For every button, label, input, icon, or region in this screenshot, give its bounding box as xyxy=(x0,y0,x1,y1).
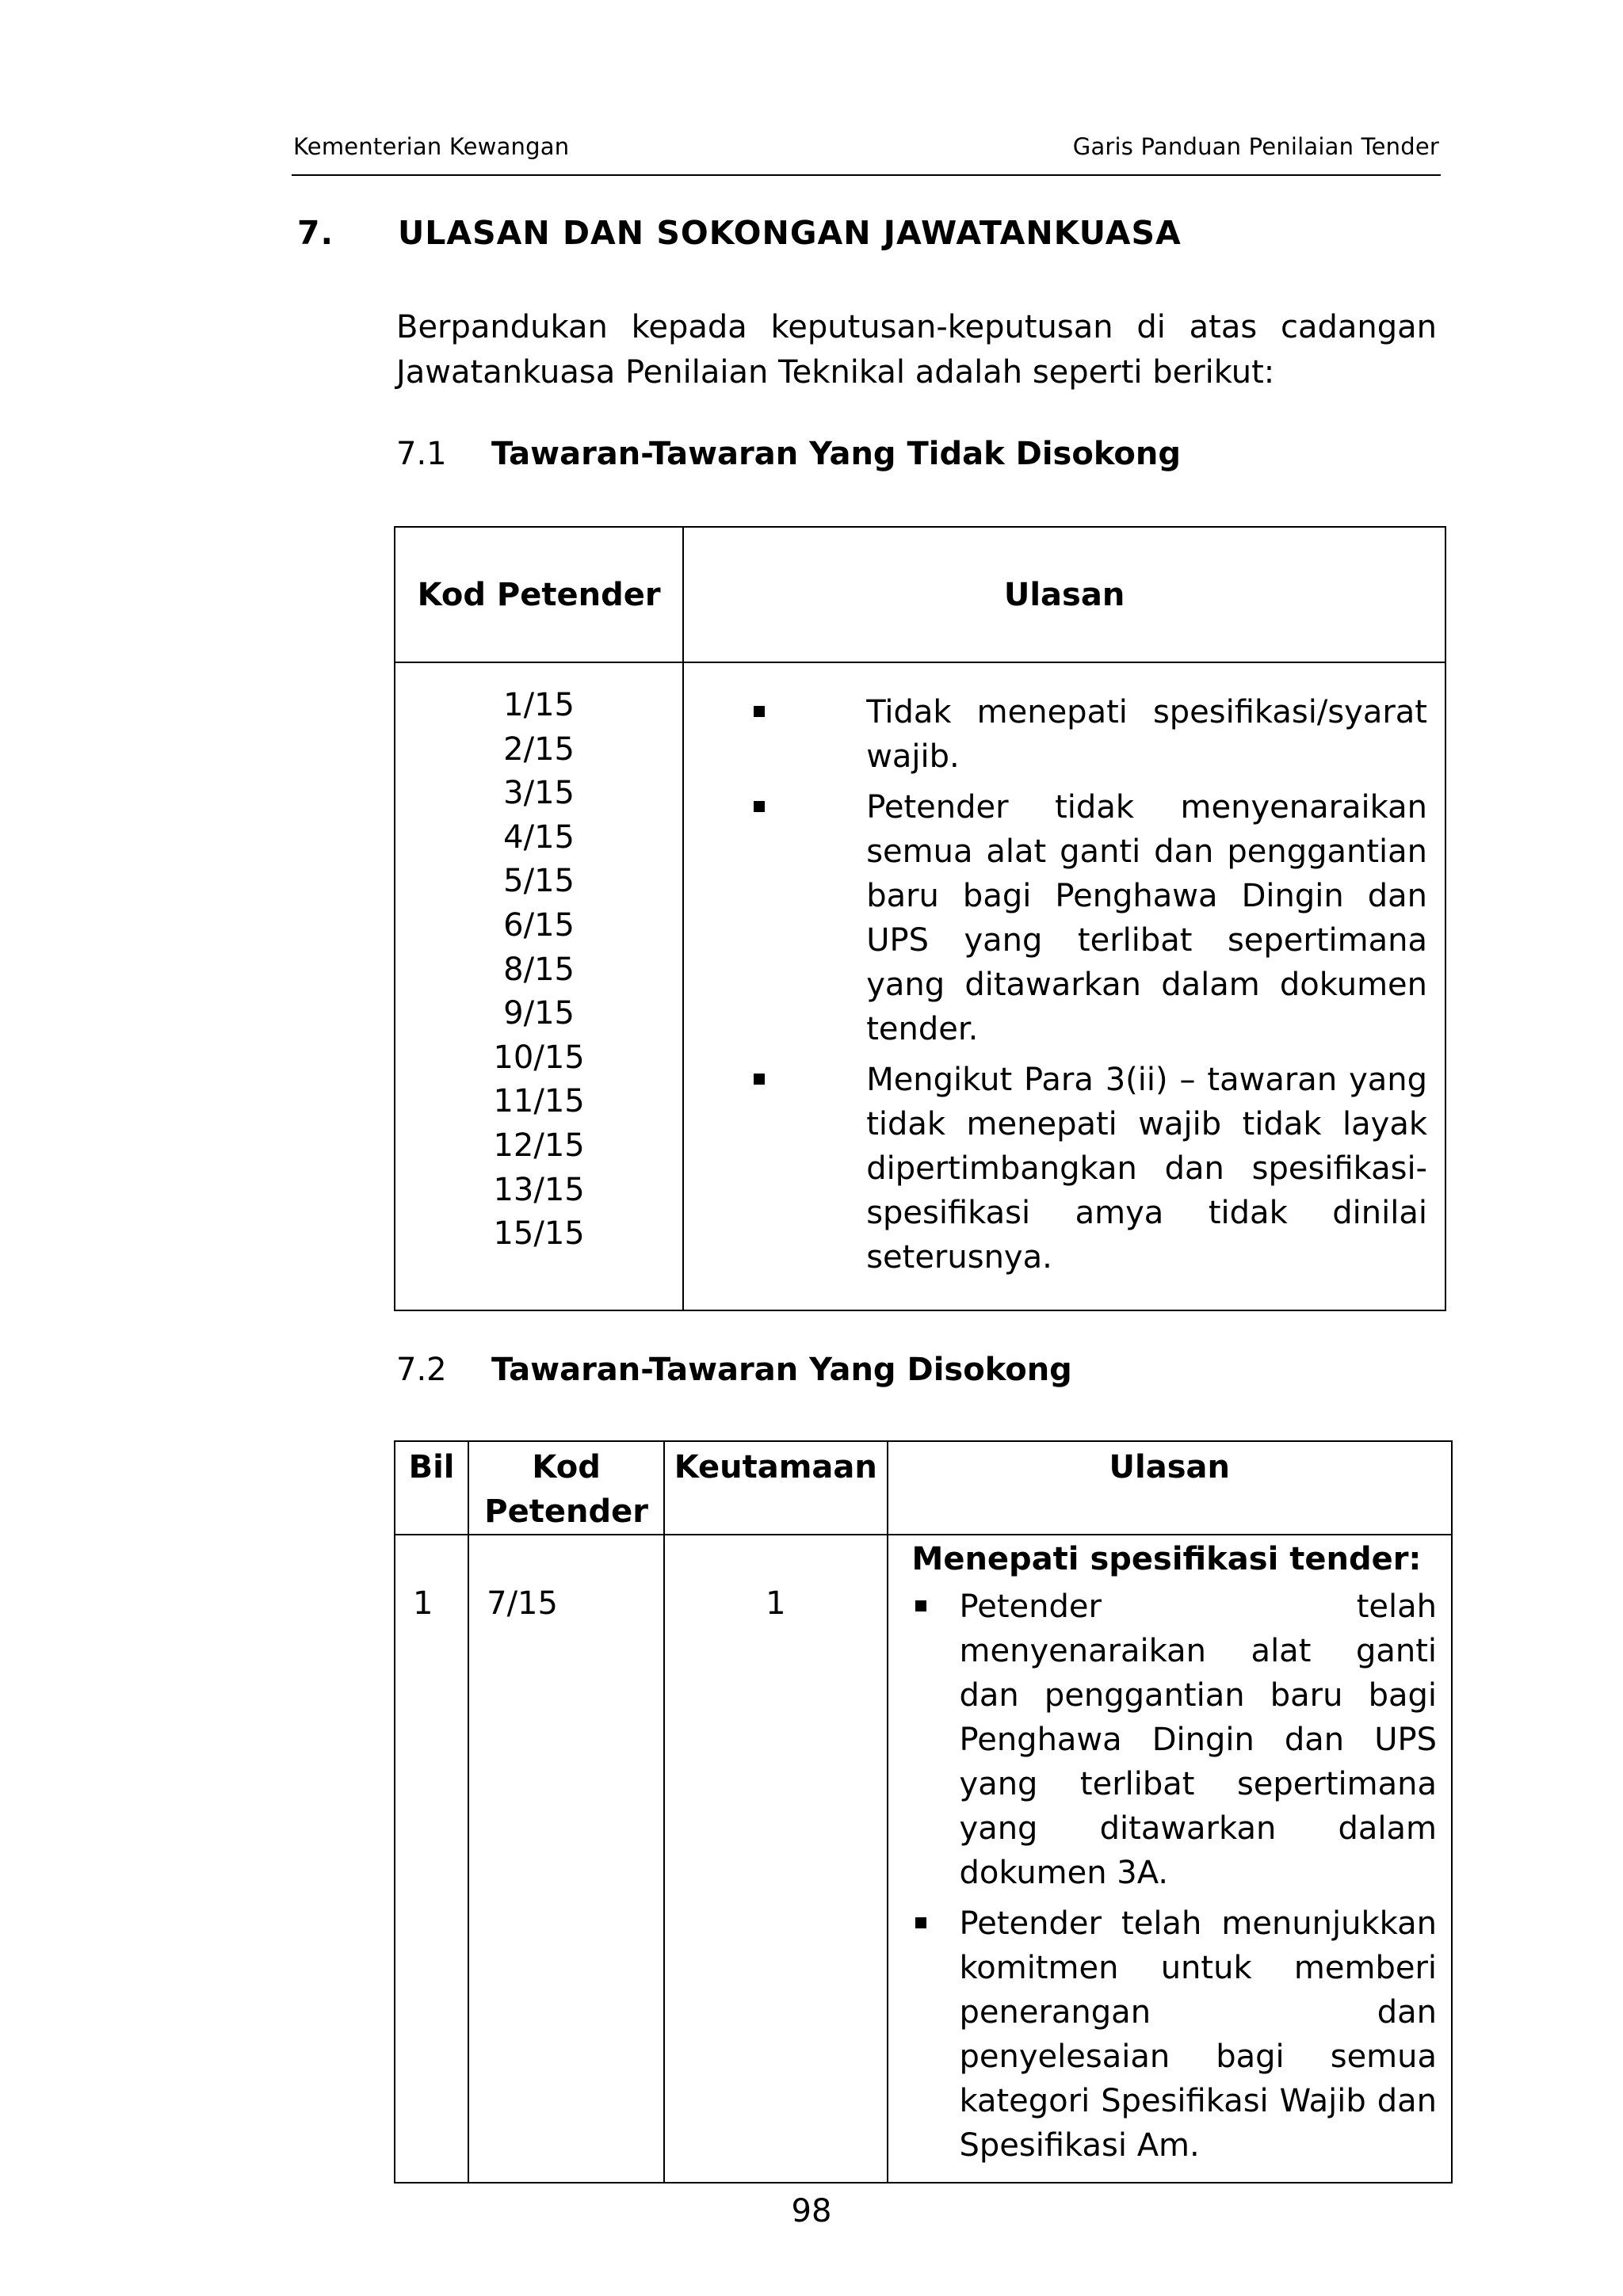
square-bullet-icon xyxy=(754,801,765,812)
list-item xyxy=(912,1585,1437,1895)
square-bullet-icon xyxy=(915,1600,926,1611)
supported-tenders-table xyxy=(394,1440,1453,2183)
table-header-row xyxy=(395,527,1445,662)
page-number: 98 xyxy=(791,2193,832,2229)
tender-codes-cell xyxy=(395,662,683,1310)
tender-code: 4/15 xyxy=(503,818,575,856)
page-header xyxy=(293,133,1439,160)
tender-code: 11/15 xyxy=(493,1083,585,1120)
table-header-row xyxy=(395,1441,1452,1535)
table-row xyxy=(395,1535,1452,2183)
list-item xyxy=(747,690,1427,779)
tender-code: 1/15 xyxy=(503,687,575,723)
tender-code: 2/15 xyxy=(503,730,575,768)
remark-text: Mengikut Para 3(ii) – tawaran yang tidak menepati wajib tidak layak dipertimbangkan dan spesifikasi-spesifikasi amya tidak dinilai seterusnya. xyxy=(866,1062,1427,1276)
remarks-list xyxy=(747,690,1427,1280)
subsection-number: 7.2 xyxy=(396,1352,447,1388)
remark-text: Petender telah menunjukkan komitmen untuk memberi penerangan dan penyelesaian bagi semua kategori Spesifikasi Wajib dan Spesifikasi Am. xyxy=(959,1905,1437,2164)
subsection-title: Tawaran-Tawaran Yang Disokong xyxy=(491,1352,1072,1388)
square-bullet-icon xyxy=(915,1917,926,1928)
cell-ulasan xyxy=(888,1535,1452,2183)
list-item xyxy=(747,1058,1427,1280)
tender-code: 6/15 xyxy=(503,906,575,944)
table-row xyxy=(395,662,1445,1310)
square-bullet-icon xyxy=(754,1074,765,1085)
remarks-heading: Menepati spesifikasi tender: xyxy=(911,1541,1422,1577)
list-item xyxy=(747,785,1427,1051)
section-heading xyxy=(297,214,1182,252)
subsection-title: Tawaran-Tawaran Yang Tidak Disokong xyxy=(491,436,1181,472)
remarks-list xyxy=(912,1585,1437,2168)
unsupported-tenders-table xyxy=(394,526,1446,1311)
list-item xyxy=(912,1901,1437,2168)
square-bullet-icon xyxy=(754,706,765,717)
section-title: ULASAN DAN SOKONGAN JAWATANKUASA xyxy=(398,214,1182,252)
header-guide-title: Garis Panduan Penilaian Tender xyxy=(1072,133,1439,160)
header-ministry: Kementerian Kewangan xyxy=(293,133,570,160)
tender-code: 10/15 xyxy=(493,1039,585,1076)
tender-code: 15/15 xyxy=(493,1215,585,1253)
cell-kod-petender: 7/15 xyxy=(468,1535,664,2183)
col-header-keutamaan: Keutamaan xyxy=(664,1441,887,1535)
remark-text: Tidak menepati spesifikasi/syarat wajib. xyxy=(866,694,1427,775)
remark-text: Petender telah menyenaraikan alat ganti dan penggantian baru bagi Penghawa Dingin dan UPS yang terlibat sepertimana yang ditawarkan dalam dokumen 3A. xyxy=(959,1589,1437,1891)
cell-bil: 1 xyxy=(395,1535,468,2183)
tender-code: 13/15 xyxy=(493,1171,585,1208)
col-header-kod-petender xyxy=(468,1441,664,1535)
tender-code: 12/15 xyxy=(493,1127,585,1164)
tender-code: 3/15 xyxy=(503,775,575,812)
tender-code: 9/15 xyxy=(503,995,575,1032)
col-header-kod-line2: Petender xyxy=(484,1493,648,1530)
section-intro: Berpandukan kepada keputusan-keputusan di atas cadangan Jawatankuasa Penilaian Teknikal adalah seperti berikut: xyxy=(396,309,1437,391)
col-header-bil: Bil xyxy=(395,1441,468,1535)
remarks-cell xyxy=(683,662,1445,1310)
subsection-heading-7-1 xyxy=(396,436,1181,472)
subsection-heading-7-2 xyxy=(396,1352,1072,1388)
tender-code: 5/15 xyxy=(503,863,575,900)
remark-text: Petender tidak menyenaraikan semua alat ganti dan penggantian baru bagi Penghawa Dingin dan UPS yang terlibat sepertimana yang ditawarkan dalam dokumen tender. xyxy=(866,789,1427,1047)
section-number: 7. xyxy=(297,214,334,252)
col-header-ulasan: Ulasan xyxy=(683,527,1445,662)
tender-code: 8/15 xyxy=(503,951,575,988)
col-header-ulasan: Ulasan xyxy=(888,1441,1452,1535)
col-header-kod-line1: Kod xyxy=(532,1449,601,1486)
cell-keutamaan: 1 xyxy=(664,1535,887,2183)
col-header-kod-petender: Kod Petender xyxy=(395,527,683,662)
subsection-number: 7.1 xyxy=(396,436,447,472)
header-rule xyxy=(292,174,1441,176)
